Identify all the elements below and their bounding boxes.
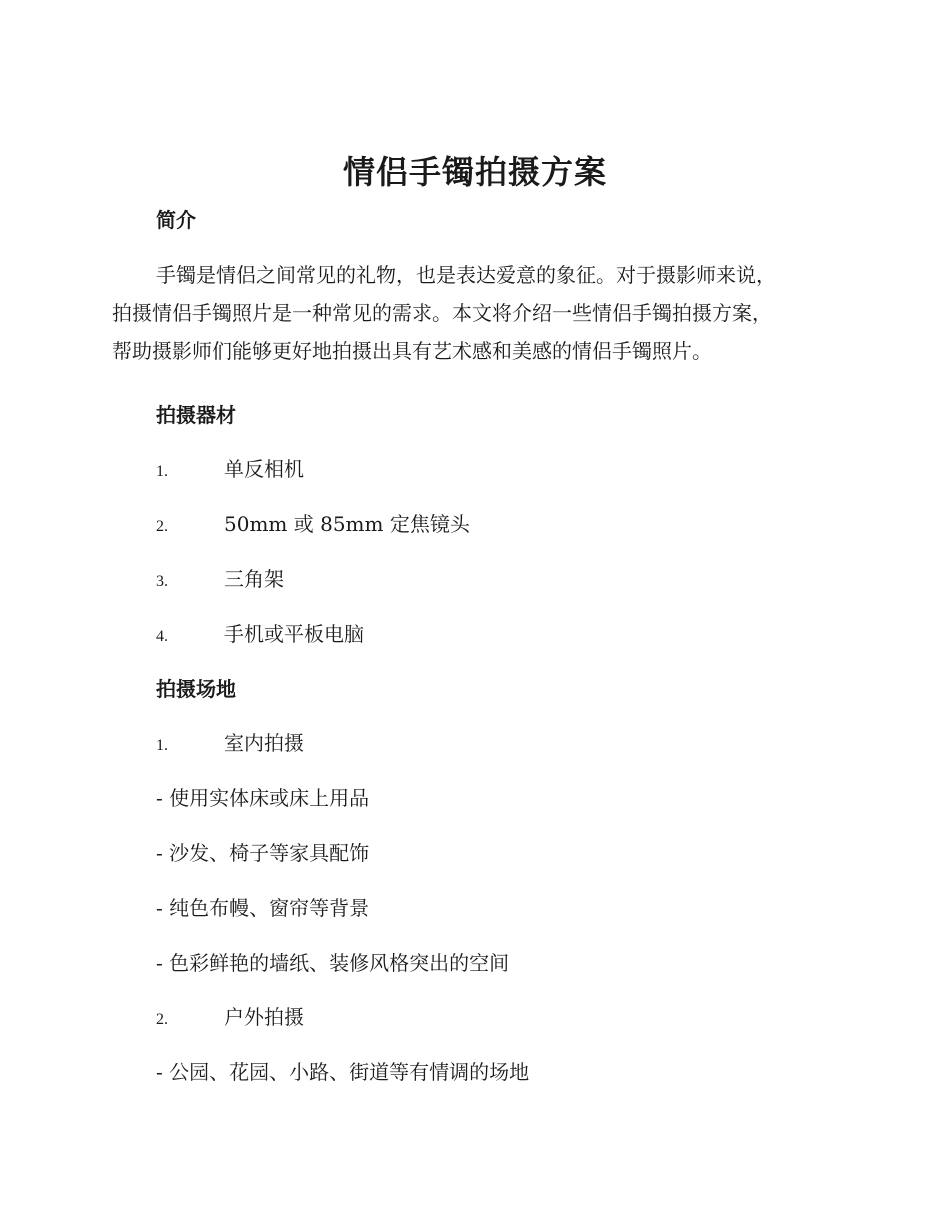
list-item-number: 2. — [156, 1011, 168, 1028]
list-item-number: 1. — [156, 737, 168, 754]
list-item — [156, 564, 284, 597]
intro-line: 拍摄情侣手镯照片是一种常见的需求。本文将介绍一些情侣手镯拍摄方案， — [112, 301, 772, 325]
list-item-number: 3. — [156, 573, 168, 590]
sub-list-item: - 色彩鲜艳的墙纸、装修风格突出的空间 — [156, 951, 510, 975]
section-heading-equipment: 拍摄器材 — [156, 403, 236, 427]
list-item-text: 单反相机 — [224, 457, 304, 481]
intro-line: 手镯是情侣之间常见的礼物，也是表达爱意的象征。对于摄影师来说， — [156, 263, 776, 287]
intro-paragraph — [112, 256, 837, 370]
list-item-number: 4. — [156, 628, 168, 645]
list-item-number: 2. — [156, 518, 168, 535]
list-item — [156, 728, 304, 761]
list-item-text: 户外拍摄 — [224, 1005, 304, 1029]
list-item-text: 室内拍摄 — [224, 731, 304, 755]
list-item — [156, 509, 470, 542]
list-item-text: 三角架 — [224, 567, 284, 591]
list-item-text: 50mm 或 85mm 定焦镜头 — [224, 512, 470, 536]
sub-list-item: - 使用实体床或床上用品 — [156, 786, 370, 810]
list-item — [156, 619, 364, 652]
section-heading-intro: 简介 — [156, 208, 196, 232]
list-item-number: 1. — [156, 463, 168, 480]
sub-list-item: - 纯色布幔、窗帘等背景 — [156, 896, 370, 920]
sub-list-item: - 公园、花园、小路、街道等有情调的场地 — [156, 1060, 530, 1084]
intro-line: 帮助摄影师们能够更好地拍摄出具有艺术感和美感的情侣手镯照片。 — [112, 339, 712, 363]
list-item — [156, 1002, 304, 1035]
list-item — [156, 454, 304, 487]
list-item-text: 手机或平板电脑 — [224, 622, 364, 646]
sub-list-item: - 沙发、椅子等家具配饰 — [156, 841, 370, 865]
section-heading-venue: 拍摄场地 — [156, 677, 236, 701]
document-title: 情侣手镯拍摄方案 — [342, 153, 607, 191]
